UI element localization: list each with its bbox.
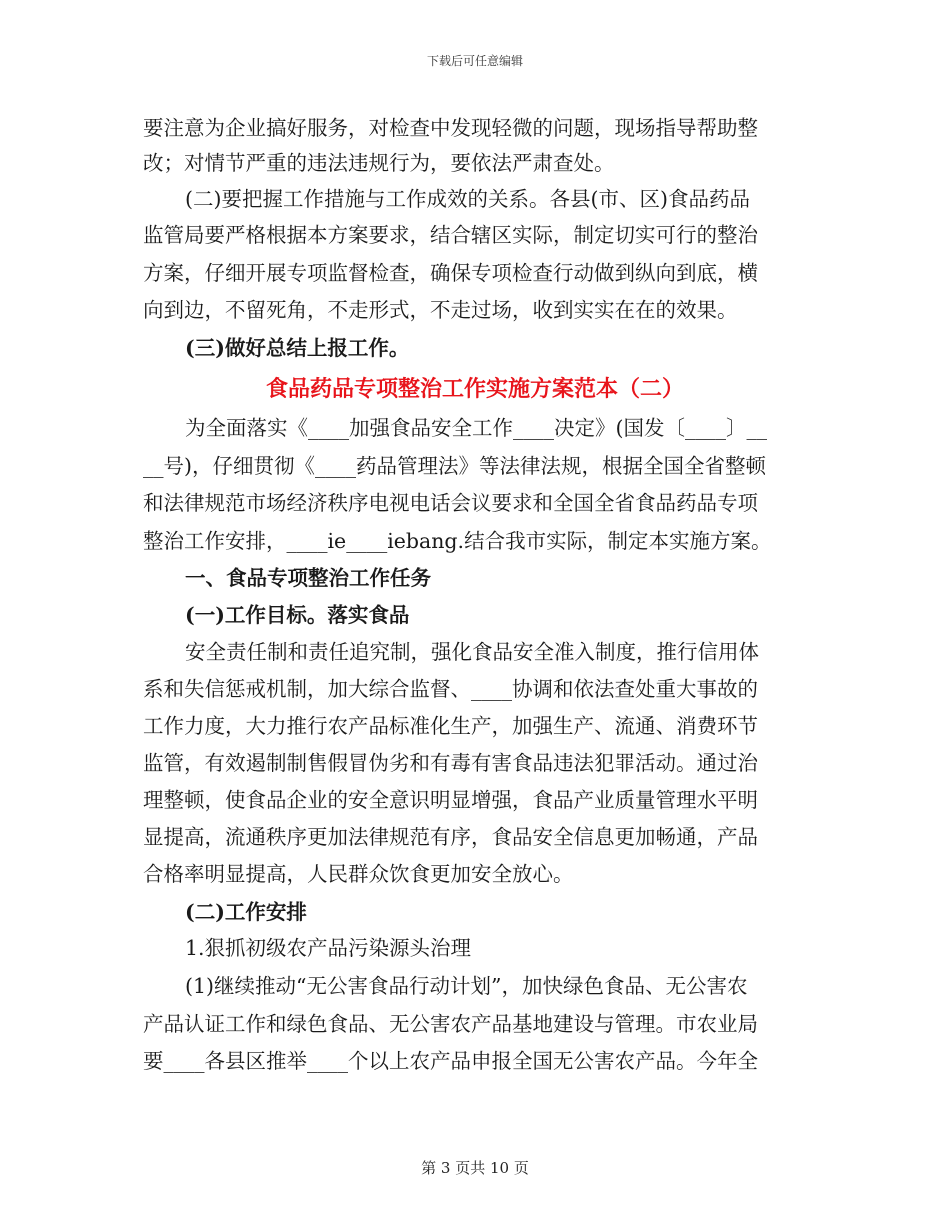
body-line: 监管，有效遏制制售假冒伪劣和有毒有害食品违法犯罪活动。通过治 [143, 751, 758, 775]
body-line: 要____各县区推举____个以上农产品申报全国无公害农产品。今年全 [143, 1049, 758, 1073]
body-line: 为全面落实《____加强食品安全工作____决定》(国发〔____〕__ [185, 416, 767, 440]
body-line: 整治工作安排，____ie____iebang.结合我市实际，制定本实施方案。 [143, 529, 772, 553]
body-line: 理整顿，使食品企业的安全意识明显增强，食品产业质量管理水平明 [143, 788, 758, 812]
body-line: 改；对情节严重的违法违规行为，要依法严肃查处。 [143, 151, 615, 175]
body-line: 方案，仔细开展专项监督检查，确保专项检查行动做到纵向到底，横 [143, 261, 758, 285]
body-line: 安全责任制和责任追究制，强化食品安全准入制度，推行信用体 [185, 640, 759, 664]
body-line: 和法律规范市场经济秩序电视电话会议要求和全国全省食品药品专项 [143, 491, 758, 515]
body-line: (1)继续推动“无公害食品行动计划”，加快绿色食品、无公害农 [185, 974, 748, 998]
body-line: 向到边，不留死角，不走形式，不走过场，收到实实在在的效果。 [143, 298, 738, 322]
section-title: 食品药品专项整治工作实施方案范本（二） [265, 376, 684, 402]
subheading: (一)工作目标。落实食品 [185, 603, 410, 627]
body-line: 监管局要严格根据本方案要求，结合辖区实际，制定切实可行的整治 [143, 223, 758, 247]
page-header: 下载后可任意编辑 [426, 54, 523, 68]
body-line: 产品认证工作和绿色食品、无公害农产品基地建设与管理。市农业局 [143, 1012, 758, 1036]
subheading: (三)做好总结上报工作。 [185, 336, 410, 360]
body-line: 系和失信惩戒机制，加大综合监督、____协调和依法查处重大事故的 [143, 677, 758, 701]
body-line: 工作力度，大力推行农产品标准化生产，加强生产、流通、消费环节 [143, 714, 758, 738]
subheading: (二)工作安排 [185, 900, 307, 924]
subheading: 一、食品专项整治工作任务 [185, 566, 431, 590]
body-line: 显提高，流通秩序更加法律规范有序，食品安全信息更加畅通，产品 [143, 825, 758, 849]
page-footer: 第 3 页共 10 页 [421, 1159, 529, 1177]
body-line: 1.狠抓初级农产品污染源头治理 [185, 936, 472, 960]
body-line: 要注意为企业搞好服务，对检查中发现轻微的问题，现场指导帮助整 [143, 116, 758, 140]
body-line: (二)要把握工作措施与工作成效的关系。各县(市、区)食品药品 [185, 187, 750, 211]
body-line: __号)，仔细贯彻《____药品管理法》等法律法规，根据全国全省整顿 [143, 454, 766, 478]
body-line: 合格率明显提高，人民群众饮食更加安全放心。 [143, 862, 574, 886]
